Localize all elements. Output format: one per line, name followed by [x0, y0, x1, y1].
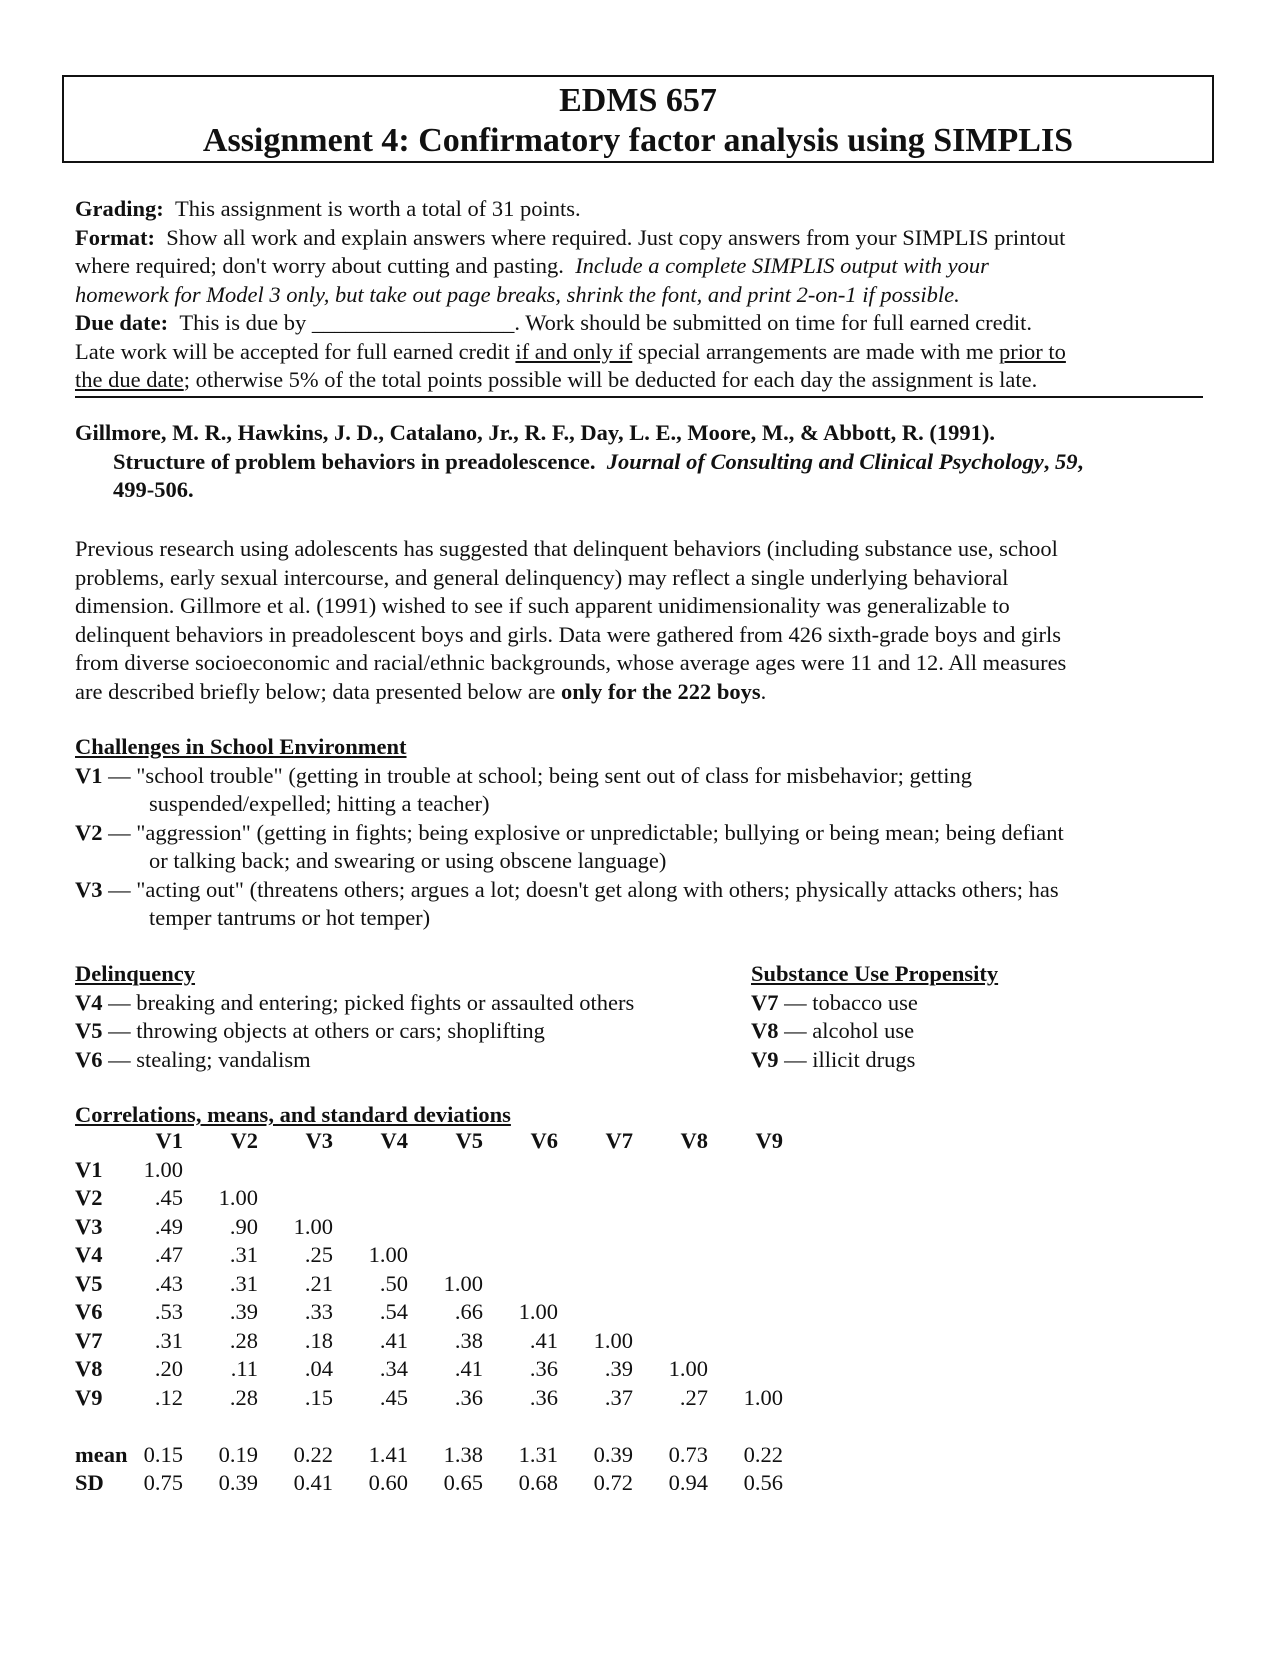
table-cell — [558, 1241, 633, 1270]
variable-item-v8 — [751, 1017, 1201, 1046]
table-cell — [633, 1213, 708, 1242]
correlation-table — [75, 1127, 783, 1498]
variable-item-v5 — [75, 1017, 715, 1046]
table-cell — [333, 1156, 408, 1185]
table-cell: .21 — [304, 1270, 333, 1296]
intro-paragraph — [75, 535, 1215, 706]
table-cell — [633, 1156, 708, 1185]
table-cell — [708, 1213, 783, 1242]
variable-code: V7 — [751, 989, 779, 1015]
grading-line — [75, 195, 1215, 224]
variable-description: — illicit drugs — [778, 1046, 916, 1072]
intro-line-3: dimension. Gillmore et al. (1991) wished to see if such apparent unidimensionality was generalizable to — [75, 593, 1010, 618]
table-cell — [408, 1213, 483, 1242]
correlations-heading: Correlations, means, and standard deviations — [75, 1102, 511, 1127]
table-cell: 0.75 — [143, 1470, 183, 1495]
reference-citation — [75, 419, 1215, 505]
table-cell — [708, 1327, 783, 1356]
table-cell: .41 — [379, 1327, 408, 1353]
row-header: V9 — [75, 1384, 103, 1410]
variable-code: V2 — [75, 819, 103, 845]
course-title: EDMS 657 — [559, 82, 717, 119]
table-cell: .25 — [304, 1242, 333, 1267]
table-cell: .39 — [229, 1299, 258, 1324]
table-cell: 0.39 — [593, 1441, 633, 1467]
variable-code: V9 — [751, 1046, 779, 1072]
challenges-section — [75, 733, 1215, 933]
table-cell — [408, 1241, 483, 1270]
table-cell: .45 — [379, 1384, 408, 1410]
table-cell: 0.15 — [143, 1441, 183, 1467]
table-cell: 0.22 — [743, 1441, 783, 1467]
table-cell: .66 — [454, 1299, 483, 1324]
table-cell — [633, 1270, 708, 1299]
table-spacer-row — [75, 1412, 783, 1441]
table-cell: .53 — [154, 1299, 183, 1324]
table-cell — [483, 1184, 558, 1213]
intro-line-6-bold: only for the 222 boys — [561, 678, 761, 704]
grading-label: Grading: — [75, 196, 164, 221]
table-row — [75, 1184, 783, 1213]
variable-item-v4 — [75, 989, 715, 1018]
intro-line-6 — [75, 678, 1215, 707]
table-cell: 0.56 — [743, 1470, 783, 1495]
table-cell: 1.41 — [368, 1441, 408, 1467]
variable-code: V3 — [75, 876, 103, 902]
table-cell: 1.00 — [593, 1327, 633, 1353]
table-cell — [558, 1298, 633, 1327]
column-header: V3 — [305, 1128, 333, 1153]
table-cell: 1.00 — [668, 1356, 708, 1381]
format-label: Format: — [75, 224, 155, 250]
column-header: V7 — [605, 1128, 633, 1153]
table-cell — [408, 1184, 483, 1213]
table-row — [75, 1327, 783, 1356]
table-corner — [75, 1127, 133, 1156]
table-cell: .12 — [154, 1384, 183, 1410]
variable-code: V1 — [75, 762, 103, 788]
table-cell: 1.00 — [293, 1213, 333, 1239]
section-divider — [75, 396, 1203, 398]
table-cell — [483, 1241, 558, 1270]
intro-line-2: problems, early sexual intercourse, and general delinquency) may reflect a single underlying behavioral — [75, 564, 1009, 590]
reference-volume: 59 — [1054, 448, 1078, 474]
table-cell: 1.00 — [368, 1242, 408, 1267]
reference-pages: 499-506. — [113, 477, 194, 502]
sd-row — [75, 1469, 783, 1498]
table-cell — [558, 1270, 633, 1299]
table-cell: .11 — [230, 1356, 258, 1381]
table-cell: 0.19 — [218, 1441, 258, 1467]
table-cell: .34 — [379, 1356, 408, 1381]
table-cell — [483, 1270, 558, 1299]
table-cell: .27 — [679, 1384, 708, 1410]
table-cell — [633, 1241, 708, 1270]
table-row — [75, 1241, 783, 1270]
correlation-table-body — [75, 1156, 783, 1498]
column-header: V4 — [380, 1128, 408, 1153]
table-row — [75, 1384, 783, 1413]
due-text: This is due by __________________. Work should be submitted on time for full earned credit. — [179, 310, 1033, 335]
table-cell: .20 — [154, 1356, 183, 1381]
assignment-title: Assignment 4: Confirmatory factor analysis using SIMPLIS — [202, 122, 1074, 159]
late-line-1 — [75, 338, 1215, 367]
variable-description: — "acting out" (threatens others; argues a lot; doesn't get along with others; physically attacks others; has — [102, 876, 1059, 902]
reference-line-2: Structure of problem behaviors in preadolescence. Journal of Consulting and Clinical Psychology, 59, — [113, 448, 1084, 474]
table-cell — [558, 1184, 633, 1213]
format-text-1: Show all work and explain answers where required. Just copy answers from your SIMPLIS printout — [166, 224, 1066, 250]
table-cell: .47 — [154, 1242, 183, 1267]
row-header: V8 — [75, 1356, 103, 1381]
late-line-2 — [75, 366, 1215, 395]
table-cell: 0.73 — [668, 1441, 708, 1467]
table-cell — [708, 1270, 783, 1299]
variable-description-cont: or talking back; and swearing or using obscene language) — [149, 848, 667, 873]
variable-description: — breaking and entering; picked fights or assaulted others — [102, 989, 635, 1015]
table-cell: 0.72 — [593, 1470, 633, 1495]
row-header: mean — [75, 1441, 128, 1467]
column-header: V5 — [455, 1128, 483, 1153]
column-header: V1 — [155, 1128, 183, 1153]
table-cell: .43 — [154, 1270, 183, 1296]
table-cell — [708, 1156, 783, 1185]
table-cell: .37 — [604, 1384, 633, 1410]
grading-text: This assignment is worth a total of 31 points. — [175, 196, 581, 221]
table-row — [75, 1355, 783, 1384]
table-cell: 1.00 — [143, 1156, 183, 1182]
row-header: V2 — [75, 1185, 103, 1210]
variable-item-v9 — [751, 1046, 1201, 1075]
table-cell — [258, 1184, 333, 1213]
row-header: SD — [75, 1470, 104, 1495]
table-cell — [483, 1156, 558, 1185]
reference-article-title: Structure of problem behaviors in preadolescence. — [113, 448, 596, 474]
variable-description: — throwing objects at others or cars; shoplifting — [102, 1018, 545, 1043]
table-cell — [633, 1298, 708, 1327]
table-cell: .45 — [154, 1185, 183, 1210]
table-cell: .18 — [304, 1327, 333, 1353]
table-row — [75, 1270, 783, 1299]
table-cell: .54 — [379, 1299, 408, 1324]
row-header: V1 — [75, 1156, 103, 1182]
format-italic-2: homework for Model 3 only, but take out page breaks, shrink the font, and print 2-on-1 if possible. — [75, 281, 960, 307]
table-cell — [558, 1156, 633, 1185]
table-header-row — [75, 1127, 783, 1156]
late-underline-b: prior to — [999, 338, 1066, 364]
variable-description: — "aggression" (getting in fights; being explosive or unpredictable; bullying or being mean; being defiant — [102, 819, 1064, 845]
variable-code: V8 — [751, 1018, 779, 1043]
variable-code: V5 — [75, 1018, 103, 1043]
table-cell: .33 — [304, 1299, 333, 1324]
table-cell: 1.00 — [218, 1185, 258, 1210]
table-row — [75, 1213, 783, 1242]
variable-item-v1 — [75, 762, 1215, 819]
table-cell: .31 — [229, 1242, 258, 1267]
format-line-3 — [75, 281, 1215, 310]
intro-line-1: Previous research using adolescents has suggested that delinquent behaviors (including substance use, school — [75, 536, 1058, 561]
delinquency-section — [75, 960, 715, 1074]
title-box — [62, 75, 1214, 163]
logistics-section — [75, 195, 1215, 395]
table-cell: 0.68 — [518, 1470, 558, 1495]
table-row — [75, 1298, 783, 1327]
table-cell: 0.65 — [443, 1470, 483, 1495]
table-cell — [708, 1241, 783, 1270]
reference-journal: Journal of Consulting and Clinical Psychology — [606, 448, 1044, 474]
intro-line-4: delinquent behaviors in preadolescent boys and girls. Data were gathered from 426 sixth-grade boys and girls — [75, 621, 1061, 647]
substance-heading: Substance Use Propensity — [751, 961, 999, 986]
table-cell: 0.39 — [218, 1470, 258, 1495]
table-cell: 1.00 — [518, 1299, 558, 1324]
row-header: V4 — [75, 1242, 103, 1267]
table-cell: .28 — [229, 1384, 258, 1410]
late-text-b: special arrangements are made with me — [632, 338, 999, 364]
late-text-a: Late work will be accepted for full earned credit — [75, 338, 516, 364]
variable-item-v6 — [75, 1046, 715, 1075]
format-italic-1: Include a complete SIMPLIS output with your — [575, 253, 989, 278]
format-line-1 — [75, 224, 1215, 253]
table-cell — [408, 1156, 483, 1185]
row-header: V7 — [75, 1327, 103, 1353]
table-cell: .41 — [454, 1356, 483, 1381]
table-cell: 0.41 — [293, 1470, 333, 1495]
table-cell — [483, 1213, 558, 1242]
table-cell: .50 — [379, 1270, 408, 1296]
column-header: V6 — [530, 1128, 558, 1153]
table-cell — [633, 1327, 708, 1356]
row-header: V3 — [75, 1213, 103, 1239]
variable-item-v2 — [75, 819, 1215, 876]
late-underline-c: the due date — [75, 367, 184, 392]
intro-line-6-end: . — [760, 678, 767, 704]
table-cell — [183, 1156, 258, 1185]
table-cell: .49 — [154, 1213, 183, 1239]
table-cell: 1.00 — [743, 1384, 783, 1410]
table-cell — [558, 1213, 633, 1242]
variable-description-cont: suspended/expelled; hitting a teacher) — [149, 791, 490, 816]
table-cell: .28 — [229, 1327, 258, 1353]
column-header: V8 — [680, 1128, 708, 1153]
table-cell: .38 — [454, 1327, 483, 1353]
table-cell: .36 — [529, 1384, 558, 1410]
table-cell — [258, 1156, 333, 1185]
variable-item-v7 — [751, 989, 1201, 1018]
format-line-2 — [75, 252, 1215, 281]
table-cell — [333, 1184, 408, 1213]
table-cell: .31 — [154, 1327, 183, 1353]
delinquency-heading: Delinquency — [75, 961, 196, 986]
intro-line-5: from diverse socioeconomic and racial/ethnic backgrounds, whose average ages were 11 and 12. All measures — [75, 650, 1067, 675]
reference-authors: Gillmore, M. R., Hawkins, J. D., Catalano, Jr., R. F., Day, L. E., Moore, M., & Abbott, R. (1991). — [75, 420, 995, 445]
table-cell: 0.60 — [368, 1470, 408, 1495]
format-text-2: where required; don't worry about cutting and pasting. — [75, 253, 564, 278]
table-cell: .15 — [304, 1384, 333, 1410]
table-cell: .36 — [454, 1384, 483, 1410]
table-cell: .41 — [529, 1327, 558, 1353]
row-header: V6 — [75, 1299, 103, 1324]
intro-line-6-text: are described briefly below; data presented below are — [75, 678, 562, 704]
variable-code: V6 — [75, 1046, 103, 1072]
table-cell — [633, 1184, 708, 1213]
due-label: Due date: — [75, 310, 169, 335]
table-cell: .39 — [604, 1356, 633, 1381]
late-text-c: ; otherwise 5% of the total points possible will be deducted for each day the assignment is late. — [183, 367, 1038, 392]
table-cell — [708, 1298, 783, 1327]
table-cell: .90 — [229, 1213, 258, 1239]
table-cell — [708, 1184, 783, 1213]
column-header: V2 — [230, 1128, 258, 1153]
variable-description: — alcohol use — [778, 1018, 915, 1043]
table-cell: .31 — [229, 1270, 258, 1296]
row-header: V5 — [75, 1270, 103, 1296]
table-cell: 1.31 — [518, 1441, 558, 1467]
variable-item-v3 — [75, 876, 1215, 933]
variable-description-cont: temper tantrums or hot temper) — [149, 905, 431, 930]
mean-row — [75, 1441, 783, 1470]
variable-description: — "school trouble" (getting in trouble at school; being sent out of class for misbehavior; getting — [102, 762, 972, 788]
late-underline-a: if and only if — [515, 338, 633, 364]
table-cell: 0.94 — [668, 1470, 708, 1495]
table-cell — [333, 1213, 408, 1242]
table-cell: 1.38 — [443, 1441, 483, 1467]
table-cell: 0.22 — [293, 1441, 333, 1467]
table-cell — [708, 1355, 783, 1384]
table-row — [75, 1156, 783, 1185]
due-line — [75, 309, 1215, 338]
table-spacer-cell — [75, 1412, 783, 1441]
table-cell: .36 — [529, 1356, 558, 1381]
variable-code: V4 — [75, 989, 103, 1015]
substance-section — [751, 960, 1201, 1074]
column-header: V9 — [755, 1128, 783, 1153]
table-cell: 1.00 — [443, 1270, 483, 1296]
variable-description: — stealing; vandalism — [102, 1046, 311, 1072]
table-cell: .04 — [304, 1356, 333, 1381]
challenges-heading: Challenges in School Environment — [75, 734, 407, 759]
variable-description: — tobacco use — [778, 989, 918, 1015]
